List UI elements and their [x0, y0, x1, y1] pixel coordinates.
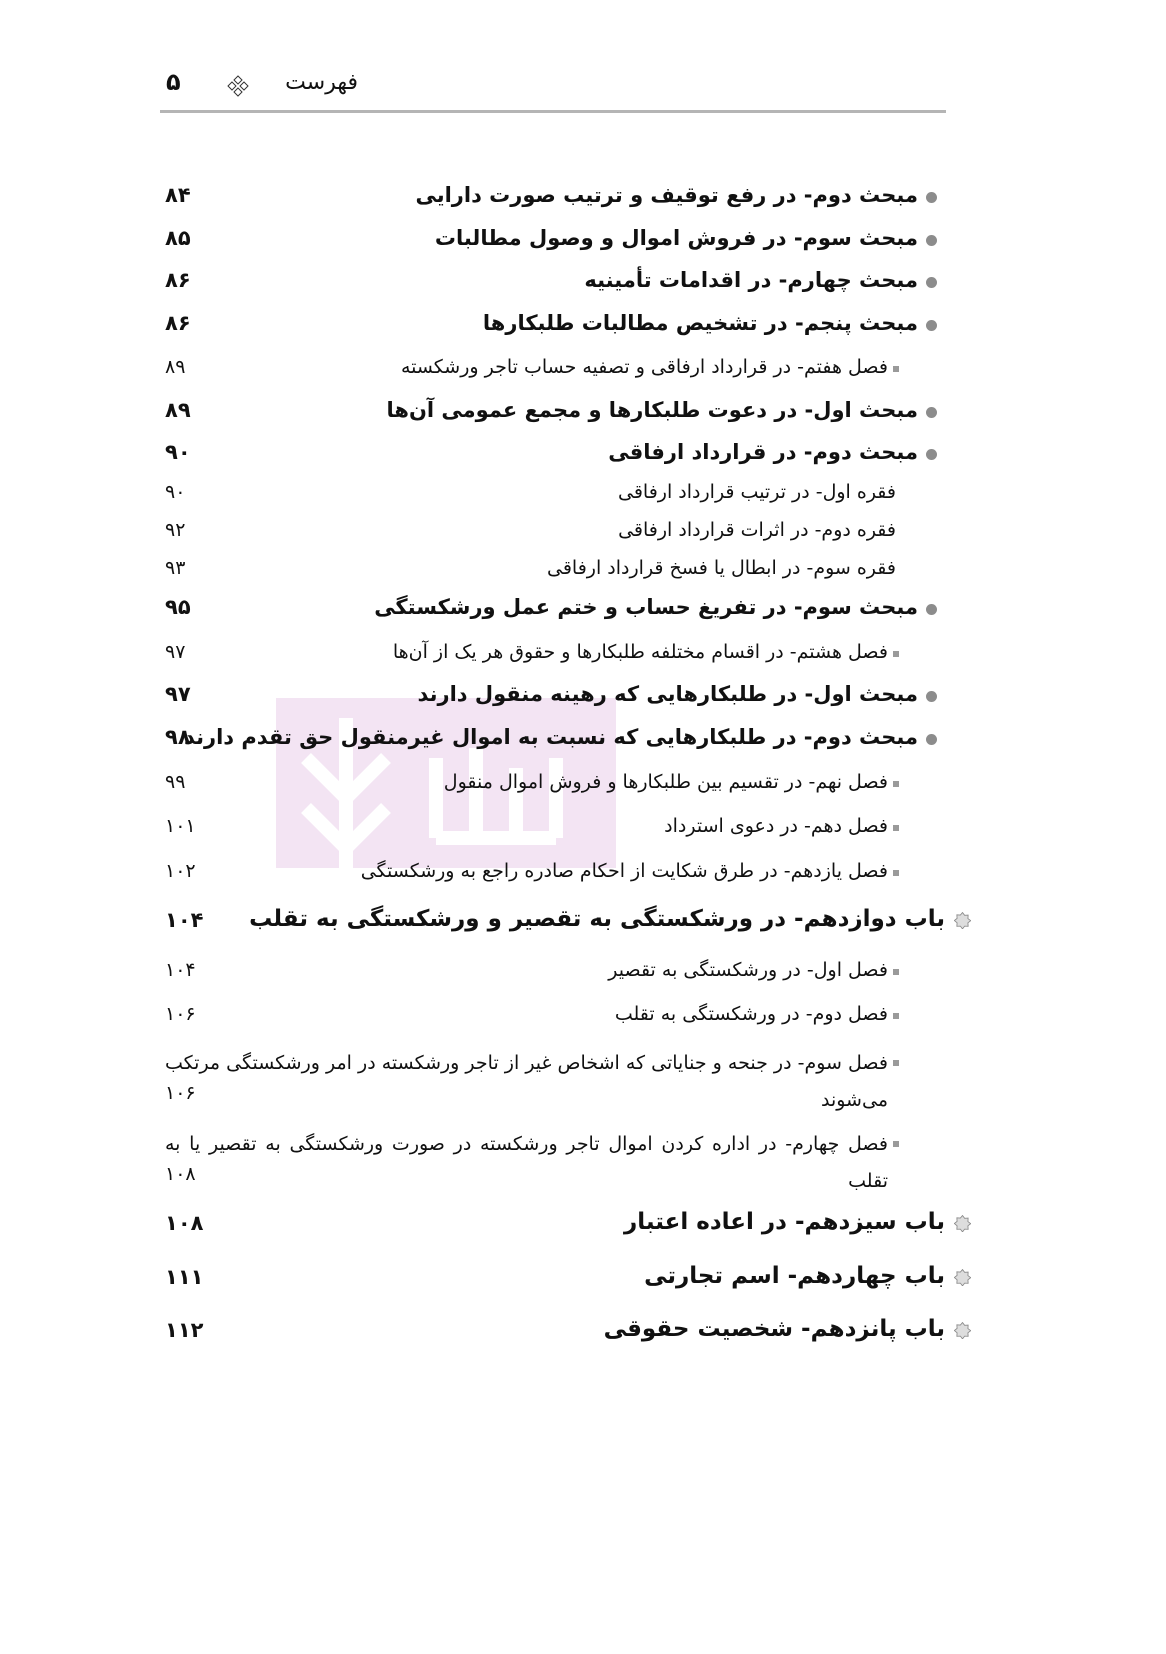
entry-page-number: ۹۹ — [165, 771, 186, 793]
entry-title: باب سیزدهم- در اعاده اعتبار — [624, 1209, 945, 1235]
entry-page-number: ۸۴ — [165, 183, 191, 207]
star-bullet-icon — [954, 912, 971, 929]
entry-title: مبحث سوم- در فروش اموال و وصول مطالبات — [434, 226, 918, 250]
entry-title: فقره اول- در ترتیب قرارداد ارفاقی — [618, 481, 896, 503]
entry-title: فصل یازدهم- در طرق شکایت از احکام صادره راجع به ورشکستگی — [360, 860, 888, 882]
ornament-icon — [226, 74, 250, 98]
entry-title: فصل اول- در ورشکستگی به تقصیر — [608, 959, 888, 981]
entry-title: فصل نهم- در تقسیم بین طلبکارها و فروش اموال منقول — [443, 771, 888, 793]
circle-bullet-icon — [926, 277, 937, 288]
entry-page-number: ۸۶ — [165, 311, 191, 335]
entry-page-number: ۹۷ — [165, 641, 186, 663]
header-rule — [160, 110, 946, 113]
entry-title: مبحث دوم- در طلبکارهایی که نسبت به اموال غیرمنقول حق تقدم دارند — [184, 725, 918, 749]
square-bullet-icon — [893, 1060, 899, 1066]
entry-title: فصل دهم- در دعوی استرداد — [664, 815, 888, 837]
square-bullet-icon — [893, 825, 899, 831]
entry-page-number: ۹۳ — [165, 557, 186, 579]
square-bullet-icon — [893, 1013, 899, 1019]
entry-page-number: ۹۰ — [165, 481, 186, 503]
entry-title: فصل دوم- در ورشکستگی به تقلب — [614, 1003, 888, 1025]
entry-page-number: ۱۰۸ — [165, 1211, 204, 1235]
square-bullet-icon — [893, 969, 899, 975]
entry-title: فقره دوم- در اثرات قرارداد ارفاقی — [618, 519, 896, 541]
entry-title: فصل هشتم- در اقسام مختلفه طلبکارها و حقوق هر یک از آن‌ها — [392, 641, 888, 663]
entry-page-number: ۸۵ — [165, 226, 191, 250]
entry-title: مبحث دوم- در رفع توقیف و ترتیب صورت دارایی — [415, 183, 918, 207]
entry-page-number: ۹۰ — [165, 440, 191, 464]
entry-title: مبحث سوم- در تفریغ حساب و ختم عمل ورشکستگی — [374, 595, 918, 619]
entry-page-number: ۱۰۲ — [165, 860, 196, 882]
circle-bullet-icon — [926, 407, 937, 418]
star-bullet-icon — [954, 1215, 971, 1232]
entry-page-number: ۹۷ — [165, 682, 191, 706]
page-number: ۵ — [166, 68, 181, 96]
entry-page-number: ۸۹ — [165, 398, 191, 422]
entry-page-number: ۱۰۴ — [165, 908, 204, 932]
entry-page-number: ۹۸ — [165, 725, 191, 749]
star-bullet-icon — [954, 1269, 971, 1286]
entry-page-number: ۱۰۶ — [165, 1003, 196, 1025]
entry-page-number: ۸۹ — [165, 356, 186, 378]
entry-title: مبحث اول- در طلبکارهایی که رهینه منقول دارند — [417, 682, 918, 706]
entry-title: فصل هفتم- در قرارداد ارفاقی و تصفیه حساب تاجر ورشکسته — [400, 356, 888, 378]
entry-title: مبحث اول- در دعوت طلبکارها و مجمع عمومی آن‌ها — [386, 398, 918, 422]
entry-title: باب دوازدهم- در ورشکستگی به تقصیر و ورشکستگی به تقلب — [249, 906, 945, 932]
square-bullet-icon — [893, 366, 899, 372]
entry-title: باب پانزدهم- شخصیت حقوقی — [603, 1316, 945, 1342]
square-bullet-icon — [893, 1141, 899, 1147]
circle-bullet-icon — [926, 320, 937, 331]
circle-bullet-icon — [926, 604, 937, 615]
entry-page-number: ۹۲ — [165, 519, 186, 541]
entry-title: مبحث چهارم- در اقدامات تأمینیه — [584, 268, 918, 292]
entry-page-number: ۱۰۴ — [165, 959, 196, 981]
star-bullet-icon — [954, 1322, 971, 1339]
entry-title: مبحث پنجم- در تشخیص مطالبات طلبکارها — [482, 311, 918, 335]
running-title: فهرست — [285, 70, 358, 95]
circle-bullet-icon — [926, 734, 937, 745]
square-bullet-icon — [893, 870, 899, 876]
circle-bullet-icon — [926, 235, 937, 246]
entry-title: باب چهاردهم- اسم تجارتی — [644, 1263, 945, 1289]
circle-bullet-icon — [926, 449, 937, 460]
entry-page-number: ۱۱۱ — [165, 1265, 204, 1289]
square-bullet-icon — [893, 781, 899, 787]
circle-bullet-icon — [926, 691, 937, 702]
entry-page-number: ۹۵ — [165, 595, 191, 619]
entry-page-number: ۱۰۶ — [165, 1082, 196, 1104]
entry-title: فصل چهارم- در اداره کردن اموال تاجر ورشکسته در صورت ورشکستگی به تقصیر یا به تقلب — [165, 1133, 888, 1192]
entry-page-number: ۸۶ — [165, 268, 191, 292]
entry-page-number: ۱۰۱ — [165, 815, 196, 837]
entry-title: مبحث دوم- در قرارداد ارفاقی — [608, 440, 918, 464]
entry-page-number: ۱۰۸ — [165, 1163, 196, 1185]
square-bullet-icon — [893, 651, 899, 657]
circle-bullet-icon — [926, 192, 937, 203]
entry-title: فصل سوم- در جنحه و جنایاتی که اشخاص غیر از تاجر ورشکسته در امر ورشکستگی مرتکب می‌شوند — [165, 1052, 888, 1111]
entry-title: فقره سوم- در ابطال یا فسخ قرارداد ارفاقی — [547, 557, 896, 579]
entry-page-number: ۱۱۲ — [165, 1318, 204, 1342]
